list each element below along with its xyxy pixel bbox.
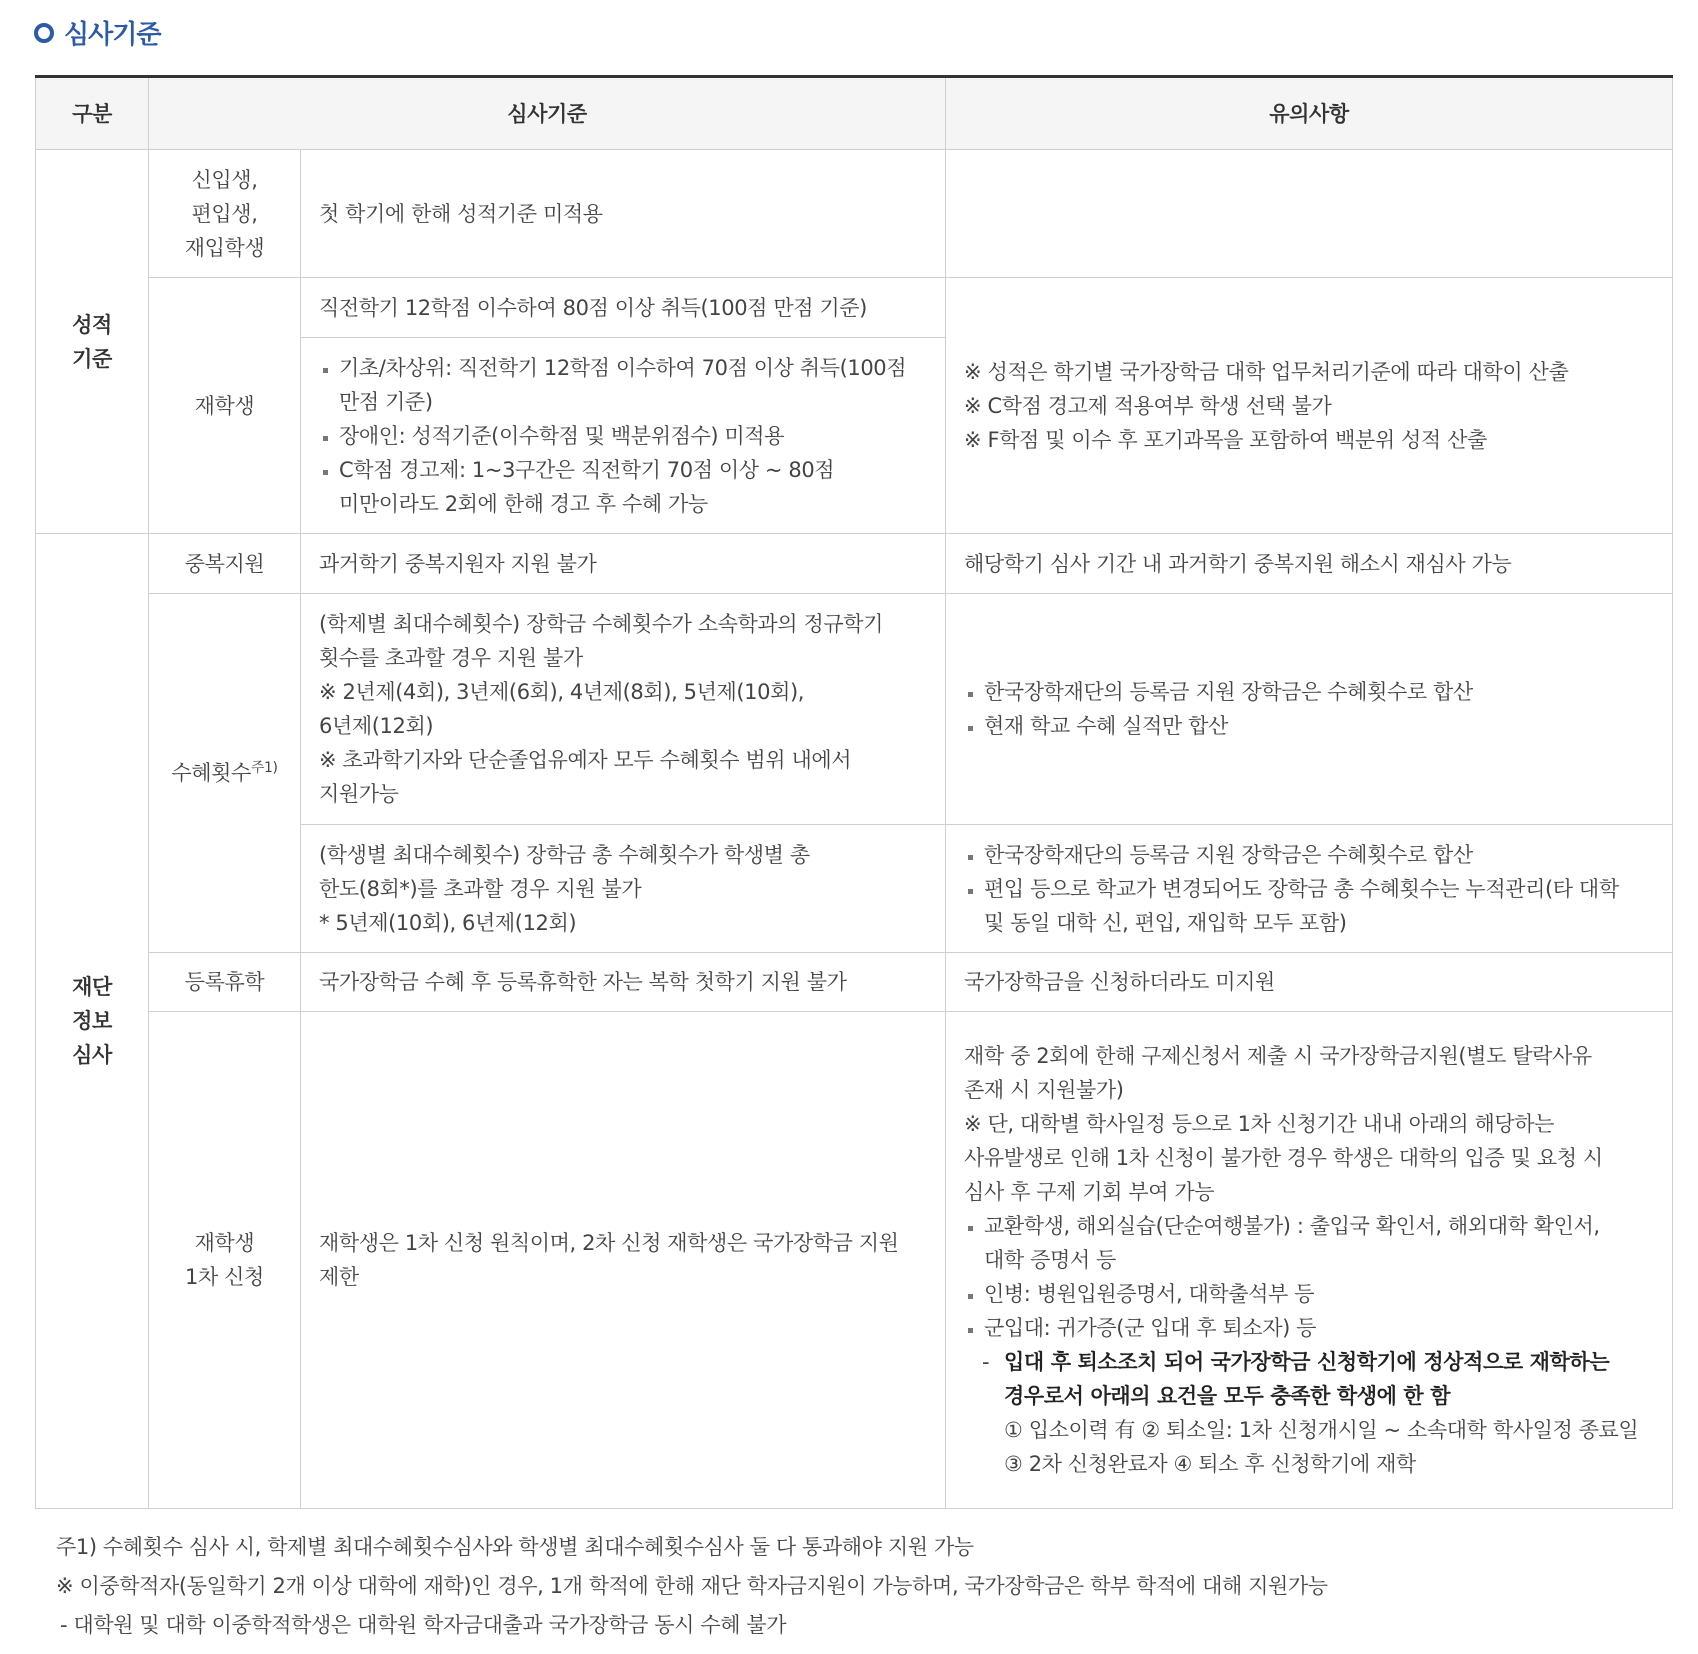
criteria-enrolled-exceptions [301,338,946,534]
list-item: 장애인: 성적기준(이수학점 및 백분위점수) 미적용 [319,419,929,453]
exception-list [319,351,929,521]
note-line: ※ F학점 및 이수 후 포기과목을 포함하여 백분위 성적 산출 [964,427,1487,452]
category-foundation: 재단 정보 심사 [36,534,149,1509]
notes-grade [946,278,1673,534]
subcategory-first-round: 재학생 1차 신청 [149,1012,301,1509]
footnote-line: - 대학원 및 대학 이중학적학생은 대학원 학자금대출과 국가장학금 동시 수혜 불가 [60,1613,787,1637]
list-item: C학점 경고제: 1~3구간은 직전학기 70점 이상 ~ 80점 미만이라도 2회에 한해 경고 후 수혜 가능 [319,453,929,521]
subcategory-duplicate: 중복지원 [149,534,301,594]
list-item: 교환학생, 해외실습(단순여행불가) : 출입국 확인서, 해외대학 확인서, 대학 증명서 등 [964,1209,1656,1277]
subcategory-count: 수혜횟수$^{주1)}$ [149,594,301,953]
subcategory-freshman: 신입생, 편입생, 재입학생 [149,150,301,278]
list-item: 기초/차상위: 직전학기 12학점 이수하여 70점 이상 취득(100점 만점 기준) [319,351,929,419]
list-item: 인병: 병원입원증명서, 대학출석부 등 [964,1277,1656,1311]
circle-bullet-icon [34,23,54,43]
military-requirement: - 입대 후 퇴소조치 되어 국가장학금 신청학기에 정상적으로 재학하는 경우로서 아래의 요건을 모두 충족한 학생에 한 함 ① 입소이력 有 ② 퇴소일: 1차 신청개시일 ~ 소속대학 학사일정 종료일 ③ 2차 신청완료자 ④ 퇴소 후 신청학기에 재학 [964,1345,1656,1481]
list-item: 현재 학교 수혜 실적만 합산 [964,709,1656,743]
criteria-duplicate: 과거학기 중복지원자 지원 불가 [301,534,946,594]
notes-leave: 국가장학금을 신청하더라도 미지원 [946,953,1673,1012]
notes-count-student [946,825,1673,953]
relief-reason-list [964,1209,1656,1345]
footnote-line: ※ 이중학적자(동일학기 2개 이상 대학에 재학)인 경우, 1개 학적에 한해 재단 학자금지원이 가능하며, 국가장학금은 학부 학적에 대해 지원가능 [56,1574,1328,1598]
list-item: 편입 등으로 학교가 변경되어도 장학금 총 수혜횟수는 누적관리(타 대학 및 동일 대학 신, 편입, 재입학 모두 포함) [964,872,1656,940]
category-grade: 성적 기준 [36,150,149,534]
criteria-count-student: (학생별 최대수혜횟수) 장학금 총 수혜횟수가 학생별 총 한도(8회*)를 초과할 경우 지원 불가 * 5년제(10회), 6년제(12회) [301,825,946,953]
note-line: ※ C학점 경고제 적용여부 학생 선택 불가 [964,393,1332,418]
table-row-leave [36,953,1673,1012]
dash-marker: - [982,1350,990,1374]
notes-duplicate: 해당학기 심사 기간 내 과거학기 중복지원 해소시 재심사 가능 [946,534,1673,594]
list-item: 군입대: 귀가증(군 입대 후 퇴소자) 등 [964,1311,1656,1345]
header-criteria: 심사기준 [149,77,946,150]
footnotes [56,1528,1328,1645]
list-item: 한국장학재단의 등록금 지원 장학금은 수혜횟수로 합산 [964,675,1656,709]
criteria-freshman: 첫 학기에 한해 성적기준 미적용 [301,150,946,278]
criteria-leave: 국가장학금 수혜 후 등록휴학한 자는 복학 첫학기 지원 불가 [301,953,946,1012]
section-title-text: 심사기준 [64,20,161,50]
header-notes: 유의사항 [946,77,1673,150]
list-item: 한국장학재단의 등록금 지원 장학금은 수혜횟수로 합산 [964,838,1656,872]
note-line: ※ 성적은 학기별 국가장학금 대학 업무처리기준에 따라 대학이 산출 [964,359,1569,384]
table-row-enrolled-main [36,278,1673,338]
table-row-freshman [36,150,1673,278]
section-title [34,14,160,51]
table-header-row [36,77,1673,150]
notes-first-round: 재학 중 2회에 한해 구제신청서 제출 시 국가장학금지원(별도 탈락사유 존재 시 지원불가) ※ 단, 대학별 학사일정 등으로 1차 신청기간 내내 아래의 해당하는 사유발생로 인해 1차 신청이 불가한 경우 학생은 대학의 입증 및 요청 시 심사 후 구제 기회 부여 가능 교환학생, 해외실습(단순여행불가) : 출입국 확인서, 해외대학 확인서, 대학 증명서 등 인병: 병원입원증명서, 대학출석부 등 군입대: 귀가증(군 입대 후 퇴소자) 등 - 입대 후 퇴소조치 되어 국가장학금 신청학기에 정상적으로 재학하는 경우로서 아래의 요건을 모두 충족한 학생에 한 함 ① 입소이력 有 ② 퇴소일: 1차 신청개시일 ~ 소속대학 학사일정 종료일 ③ 2차 신청완료자 ④ 퇴소 후 신청학기에 재학 [946,1012,1673,1509]
criteria-count-program: (학제별 최대수혜횟수) 장학금 수혜횟수가 소속학과의 정규학기 횟수를 초과할 경우 지원 불가 ※ 2년제(4회), 3년제(6회), 4년제(8회), 5년제(10회), 6년제(12회) ※ 초과학기자와 단순졸업유예자 모두 수혜횟수 범위 내에서 지원가능 [301,594,946,825]
table-row-first-round [36,1012,1673,1509]
table-row-count-program [36,594,1673,825]
notes-count-program [946,594,1673,825]
header-category: 구분 [36,77,149,150]
criteria-table [35,75,1673,1509]
footnote-marker: 주1) [250,760,278,776]
criteria-first-round: 재학생은 1차 신청 원칙이며, 2차 신청 재학생은 국가장학금 지원 제한 [301,1012,946,1509]
notes-freshman [946,150,1673,278]
footnote-line: 주1) 수혜횟수 심사 시, 학제별 최대수혜횟수심사와 학생별 최대수혜횟수심사 둘 다 통과해야 지원 가능 [56,1535,974,1559]
subcategory-enrolled: 재학생 [149,278,301,534]
subcategory-leave: 등록휴학 [149,953,301,1012]
criteria-enrolled-main: 직전학기 12학점 이수하여 80점 이상 취득(100점 만점 기준) [301,278,946,338]
table-row-duplicate [36,534,1673,594]
